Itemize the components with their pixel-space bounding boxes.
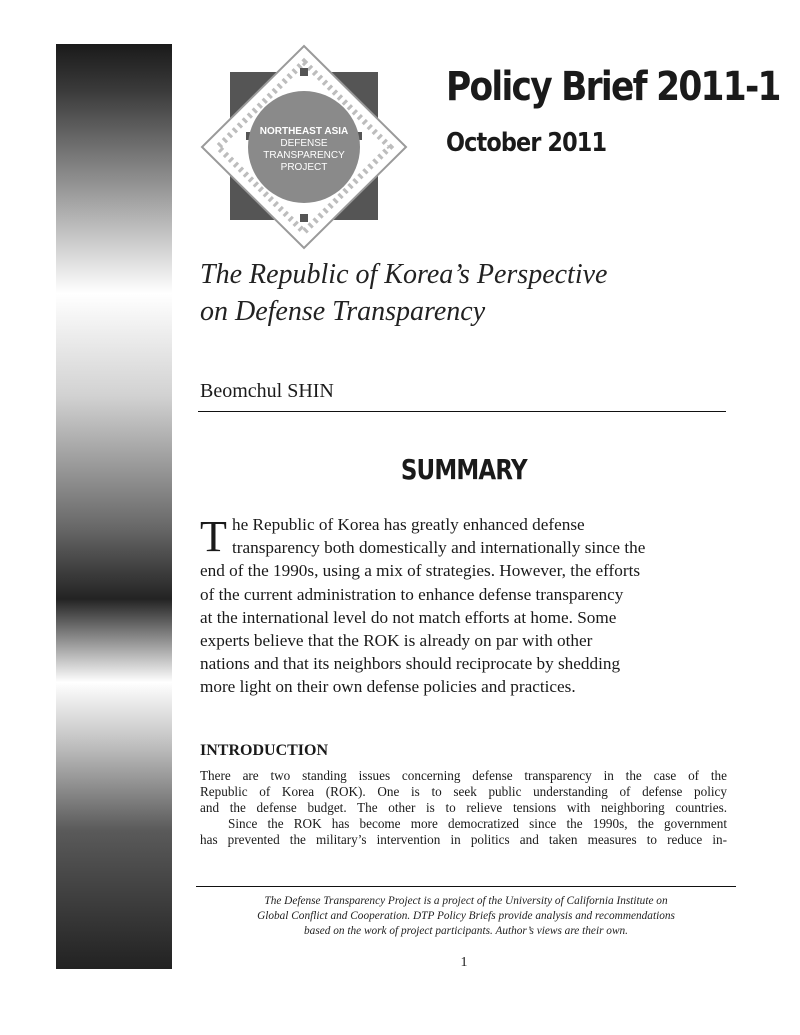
logo-text-line-4: PROJECT xyxy=(280,162,328,173)
policy-brief-title: Policy Brief 2011-1 xyxy=(446,64,780,110)
logo-text-line-3: TRANSPARENCY xyxy=(263,150,345,161)
gradient-sidebar xyxy=(56,44,172,969)
logo-ornament-top xyxy=(300,68,308,76)
document-title xyxy=(200,256,740,330)
introduction-line: There are two standing issues concerning defense transparency in the case of the xyxy=(200,768,727,783)
document-title-line: on Defense Transparency xyxy=(200,296,486,327)
summary-heading xyxy=(200,453,728,486)
summary-line: he Republic of Korea has greatly enhanced defense xyxy=(232,515,585,534)
footer-divider xyxy=(196,886,736,887)
summary-paragraph xyxy=(200,513,680,699)
drop-cap: T xyxy=(200,512,227,561)
author-name: Beomchul SHIN xyxy=(200,380,334,402)
document-title-line: The Republic of Korea’s Perspective xyxy=(200,259,608,290)
summary-line: of the current administration to enhance defense transparency xyxy=(200,584,624,604)
page-number: 1 xyxy=(460,955,468,970)
summary-line: experts believe that the ROK is already on par with other xyxy=(200,631,593,651)
summary-line: at the international level do not match efforts at home. Some xyxy=(200,607,617,627)
summary-heading-text: SUMMARY xyxy=(401,453,527,486)
project-logo xyxy=(196,44,412,250)
summary-line: more light on their own defense policies and practices. xyxy=(200,677,576,697)
policy-brief-date: October 2011 xyxy=(446,128,607,158)
introduction-heading: INTRODUCTION xyxy=(200,742,329,759)
summary-line: transparency both domestically and internationally since the xyxy=(232,538,646,558)
introduction-line: Since the ROK has become more democratized since the 1990s, the government xyxy=(228,816,727,831)
summary-line: end of the 1990s, using a mix of strategies. However, the efforts xyxy=(200,561,641,581)
summary-line: nations and that its neighbors should reciprocate by shedding xyxy=(200,654,621,674)
introduction-body xyxy=(200,768,727,848)
logo-text-line-1: NORTHEAST ASIA xyxy=(259,126,349,137)
introduction-line: has prevented the military’s intervention in politics and taken measures to reduce in- xyxy=(200,832,727,847)
footer-note xyxy=(196,894,736,938)
footer-note-line: The Defense Transparency Project is a project of the University of California Institute on xyxy=(264,895,668,907)
footer-note-line: Global Conflict and Cooperation. DTP Policy Briefs provide analysis and recommendations xyxy=(257,909,675,922)
logo-ornament-bottom xyxy=(300,214,308,222)
introduction-line: and the defense budget. The other is to relieve tensions with neighboring countries. xyxy=(200,800,727,815)
introduction-line: Republic of Korea (ROK). One is to seek public understanding of defense policy xyxy=(200,784,727,799)
footer-note-line: based on the work of project participants. Author’s views are their own. xyxy=(304,924,628,937)
author-divider xyxy=(198,411,726,412)
logo-text-line-2: DEFENSE xyxy=(280,138,328,149)
